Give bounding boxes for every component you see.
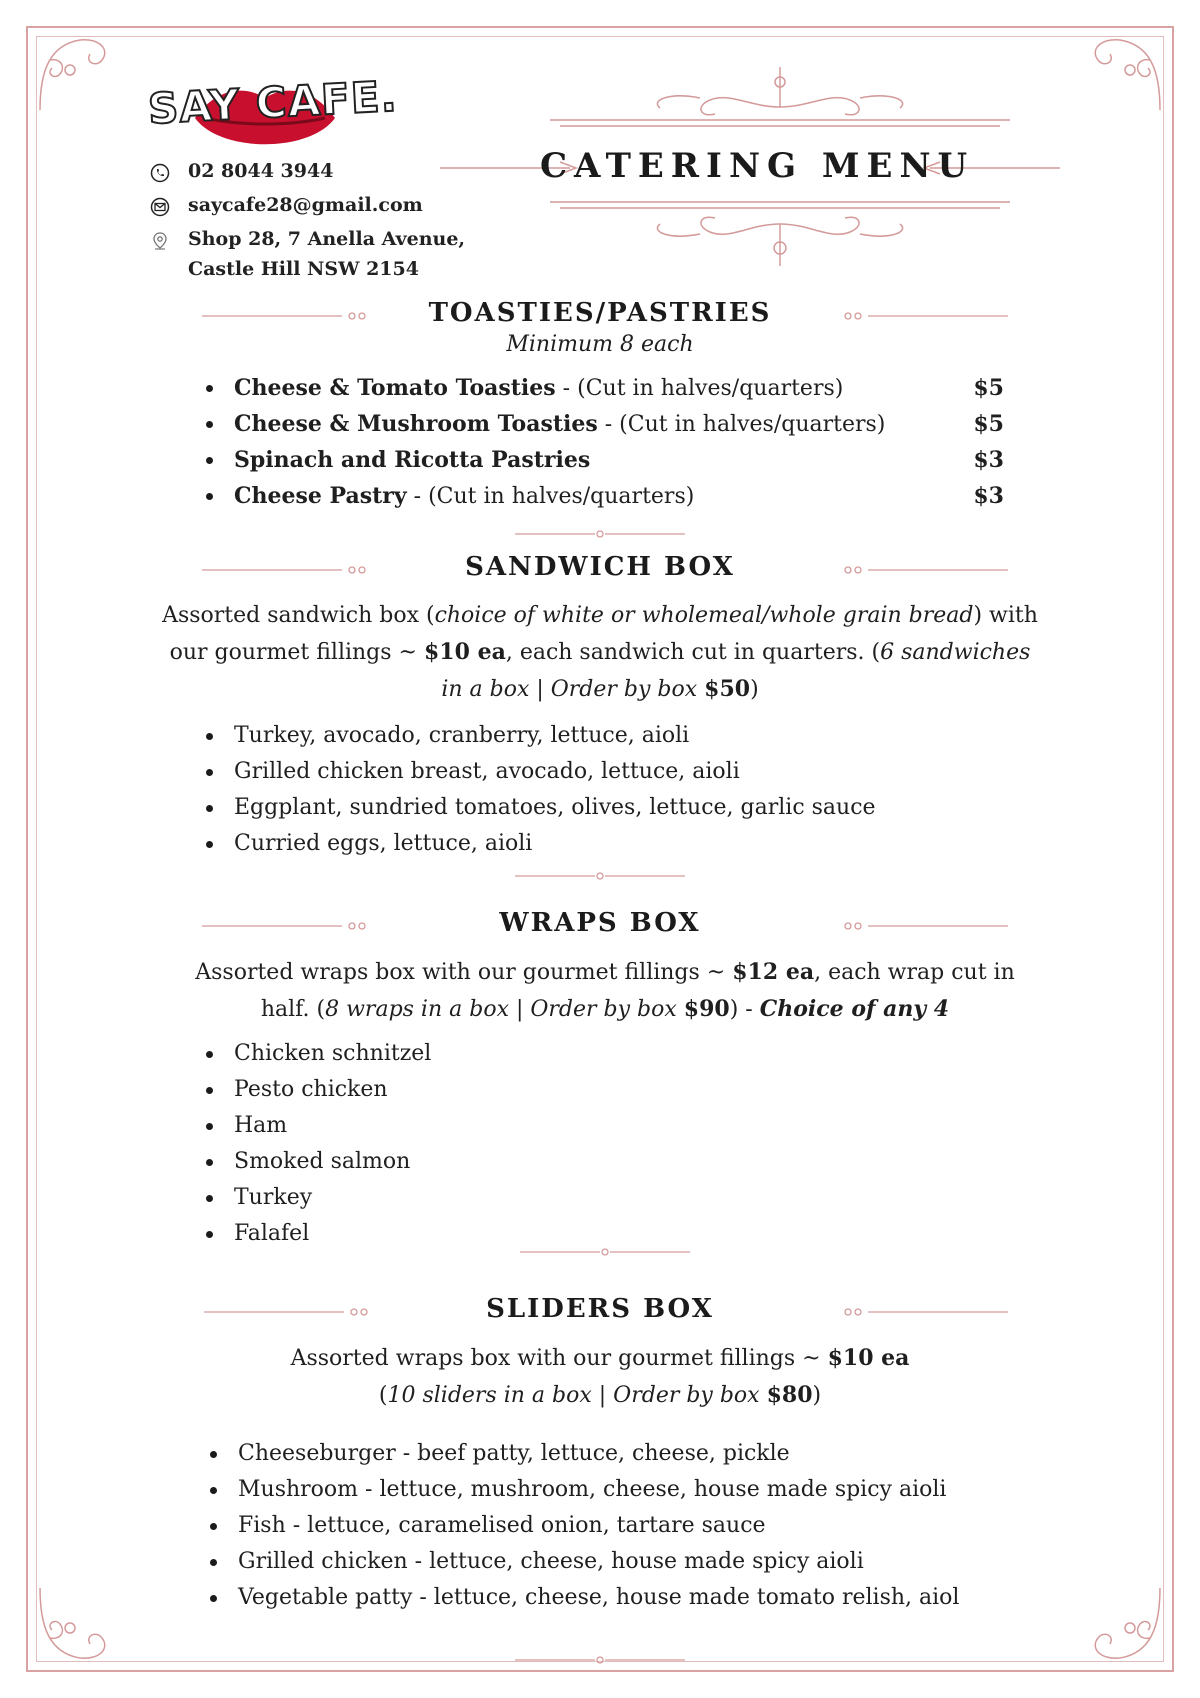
header-ornament-top-icon — [550, 62, 1010, 132]
corner-flourish-icon — [1080, 1578, 1170, 1668]
logo — [146, 70, 399, 160]
list-item: Grilled chicken - lettuce, cheese, house made spicy aioli — [208, 1544, 1008, 1580]
item-price: $3 — [973, 483, 1004, 509]
sandwich-title: SANDWICH BOX — [465, 552, 735, 582]
item-note: - (Cut in halves/quarters) — [406, 484, 695, 509]
list-item: Cheeseburger - beef patty, lettuce, cheese, pickle — [208, 1436, 1008, 1472]
list-item — [204, 478, 1004, 514]
item-price: $5 — [973, 375, 1004, 401]
list-item: Curried eggs, lettuce, aioli — [204, 826, 1004, 862]
section-end-divider-icon — [515, 1654, 685, 1666]
corner-flourish-icon — [30, 30, 120, 120]
item-note: - (Cut in halves/quarters) — [555, 376, 844, 401]
sliders-title: SLIDERS BOX — [486, 1294, 714, 1324]
address-line-2: Castle Hill NSW 2154 — [188, 258, 419, 280]
item-name: Cheese & Tomato Toasties — [234, 375, 556, 401]
toasties-subtitle: Minimum 8 each — [506, 332, 694, 357]
list-item: Smoked salmon — [204, 1144, 1004, 1180]
sliders-list — [208, 1436, 1008, 1616]
list-item: Grilled chicken breast, avocado, lettuce, aioli — [204, 754, 1004, 790]
wraps-list — [204, 1036, 1004, 1252]
section-end-divider-icon — [515, 528, 685, 540]
section-end-divider-icon — [520, 1246, 690, 1258]
corner-flourish-icon — [1080, 30, 1170, 120]
header-ornament-bottom-icon — [550, 196, 1010, 276]
location-pin-icon — [150, 231, 170, 251]
toasties-list — [204, 370, 1004, 514]
item-price: $3 — [973, 447, 1004, 473]
list-item: Eggplant, sundried tomatoes, olives, lettuce, garlic sauce — [204, 790, 1004, 826]
email-address[interactable]: saycafe28@gmail.com — [188, 194, 423, 216]
item-note: - (Cut in halves/quarters) — [597, 412, 886, 437]
list-item — [204, 442, 1004, 478]
list-item: Vegetable patty - lettuce, cheese, house made tomato relish, aiol — [208, 1580, 1008, 1616]
sandwich-list — [204, 718, 1004, 862]
list-item — [204, 370, 1004, 406]
list-item: Mushroom - lettuce, mushroom, cheese, house made spicy aioli — [208, 1472, 1008, 1508]
item-price: $5 — [973, 411, 1004, 437]
list-item — [204, 406, 1004, 442]
list-item: Chicken schnitzel — [204, 1036, 1004, 1072]
item-name: Spinach and Ricotta Pastries — [234, 447, 591, 473]
list-item: Turkey — [204, 1180, 1004, 1216]
corner-flourish-icon — [30, 1578, 120, 1668]
list-item: Fish - lettuce, caramelised onion, tartare sauce — [208, 1508, 1008, 1544]
wraps-description: Assorted wraps box with our gourmet fillings ~ $12 ea, each wrap cut in half. (8 wraps in a box | Order by box $90) - Choice of any 4 — [195, 959, 1015, 1022]
item-name: Cheese Pastry — [234, 483, 407, 509]
list-item: Turkey, avocado, cranberry, lettuce, aioli — [204, 718, 1004, 754]
wraps-title: WRAPS BOX — [499, 908, 701, 938]
phone-number[interactable]: 02 8044 3944 — [188, 160, 334, 182]
page-title: CATERING MENU — [540, 146, 975, 186]
sandwich-description: Assorted sandwich box (choice of white or wholemeal/whole grain bread) with our gourmet fillings ~ $10 ea, each sandwich cut in quarters. (6 sandwiches in a box | Order by box $50) — [162, 603, 1038, 702]
section-end-divider-icon — [515, 870, 685, 882]
sliders-description: Assorted wraps box with our gourmet fillings ~ $10 ea (10 sliders in a box | Order by box $80) — [290, 1345, 910, 1408]
toasties-title: TOASTIES/PASTRIES — [428, 298, 772, 328]
logo-text: SAY CAFE. — [146, 71, 399, 134]
list-item: Ham — [204, 1108, 1004, 1144]
list-item: Falafel — [204, 1216, 1004, 1252]
phone-icon — [150, 163, 170, 183]
email-icon — [150, 197, 170, 217]
address-line-1: Shop 28, 7 Anella Avenue, — [188, 228, 466, 250]
item-name: Cheese & Mushroom Toasties — [234, 411, 598, 437]
list-item: Pesto chicken — [204, 1072, 1004, 1108]
